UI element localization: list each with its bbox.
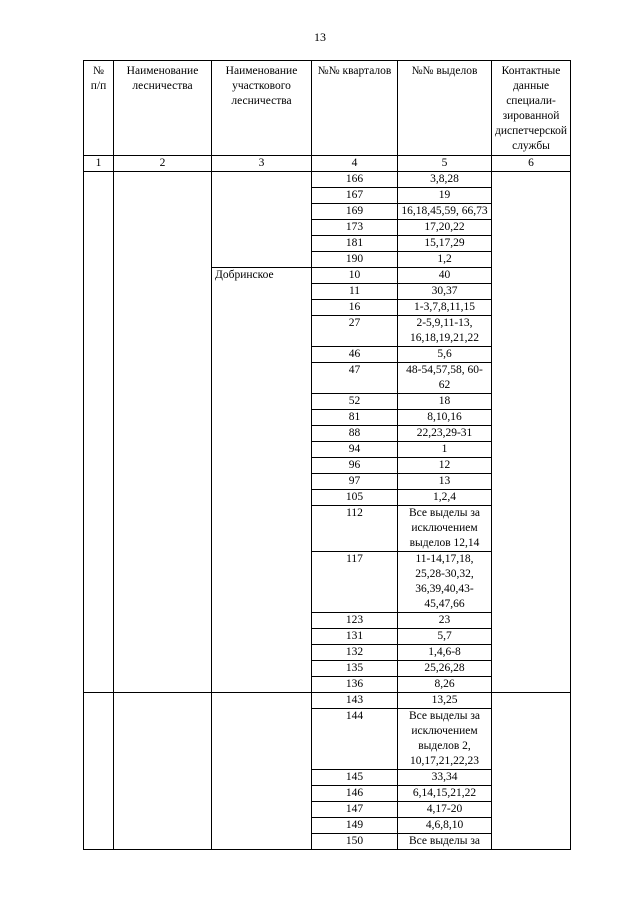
district-cell (212, 693, 312, 850)
forestry-cell (114, 172, 212, 693)
quarter-cell: 136 (312, 677, 398, 693)
quarter-cell: 112 (312, 506, 398, 552)
allotment-cell: 8,26 (398, 677, 492, 693)
allotment-cell: 17,20,22 (398, 220, 492, 236)
allotment-cell: 18 (398, 394, 492, 410)
header-cell: Контактные данные специали-зированной диспетчерской службы (492, 61, 571, 156)
header-cell: №№ кварталов (312, 61, 398, 156)
header-cell: Наименование лесничества (114, 61, 212, 156)
table-row (84, 172, 571, 188)
column-number: 3 (212, 156, 312, 172)
forestry-cell (114, 693, 212, 850)
quarter-cell: 94 (312, 442, 398, 458)
quarter-cell: 105 (312, 490, 398, 506)
allotment-cell: 19 (398, 188, 492, 204)
allotment-cell: 1,4,6-8 (398, 645, 492, 661)
quarter-cell: 143 (312, 693, 398, 709)
quarter-cell: 181 (312, 236, 398, 252)
allotment-cell: 23 (398, 613, 492, 629)
quarter-cell: 81 (312, 410, 398, 426)
quarter-cell: 146 (312, 786, 398, 802)
page-number: 13 (314, 30, 326, 44)
quarter-cell: 144 (312, 709, 398, 770)
quarter-cell: 88 (312, 426, 398, 442)
allotment-cell: 48-54,57,58, 60-62 (398, 363, 492, 394)
quarter-cell: 117 (312, 552, 398, 613)
quarter-cell: 10 (312, 268, 398, 284)
allotment-cell: 4,6,8,10 (398, 818, 492, 834)
quarter-cell: 123 (312, 613, 398, 629)
allotment-cell: 1-3,7,8,11,15 (398, 300, 492, 316)
header-row (84, 61, 571, 156)
quarter-cell: 147 (312, 802, 398, 818)
column-number: 5 (398, 156, 492, 172)
number-cell (84, 693, 114, 850)
quarter-cell: 135 (312, 661, 398, 677)
column-number: 1 (84, 156, 114, 172)
allotment-cell: 1,2,4 (398, 490, 492, 506)
header-cell: Наименование участкового лесничества (212, 61, 312, 156)
header-cell: № п/п (84, 61, 114, 156)
quarter-cell: 190 (312, 252, 398, 268)
contact-cell (492, 172, 571, 693)
allotment-cell: 25,26,28 (398, 661, 492, 677)
table-row (84, 693, 571, 709)
column-number: 2 (114, 156, 212, 172)
allotment-cell: Все выделы за исключением выделов 12,14 (398, 506, 492, 552)
header-cell: №№ выделов (398, 61, 492, 156)
quarter-cell: 11 (312, 284, 398, 300)
quarter-cell: 96 (312, 458, 398, 474)
quarter-cell: 173 (312, 220, 398, 236)
quarter-cell: 149 (312, 818, 398, 834)
forest-quarters-table (83, 60, 571, 850)
district-cell (212, 172, 312, 268)
allotment-cell: 15,17,29 (398, 236, 492, 252)
district-cell: Добринское (212, 268, 312, 693)
quarter-cell: 166 (312, 172, 398, 188)
allotment-cell: 22,23,29-31 (398, 426, 492, 442)
quarter-cell: 150 (312, 834, 398, 850)
allotment-cell: 8,10,16 (398, 410, 492, 426)
column-number-row (84, 156, 571, 172)
number-cell (84, 172, 114, 693)
contact-cell (492, 693, 571, 850)
quarter-cell: 27 (312, 316, 398, 347)
allotment-cell: 13 (398, 474, 492, 490)
quarter-cell: 131 (312, 629, 398, 645)
allotment-cell: 6,14,15,21,22 (398, 786, 492, 802)
column-number: 6 (492, 156, 571, 172)
allotment-cell: 5,6 (398, 347, 492, 363)
allotment-cell: 1,2 (398, 252, 492, 268)
quarter-cell: 132 (312, 645, 398, 661)
quarter-cell: 169 (312, 204, 398, 220)
allotment-cell: 11-14,17,18, 25,28-30,32, 36,39,40,43- 45,47,66 (398, 552, 492, 613)
allotment-cell: 30,37 (398, 284, 492, 300)
quarter-cell: 47 (312, 363, 398, 394)
allotment-cell: Все выделы за (398, 834, 492, 850)
quarter-cell: 145 (312, 770, 398, 786)
quarter-cell: 52 (312, 394, 398, 410)
allotment-cell: 33,34 (398, 770, 492, 786)
allotment-cell: 2-5,9,11-13, 16,18,19,21,22 (398, 316, 492, 347)
allotment-cell: 16,18,45,59, 66,73 (398, 204, 492, 220)
column-number: 4 (312, 156, 398, 172)
quarter-cell: 46 (312, 347, 398, 363)
allotment-cell: 1 (398, 442, 492, 458)
allotment-cell: 4,17-20 (398, 802, 492, 818)
quarter-cell: 16 (312, 300, 398, 316)
allotment-cell: 13,25 (398, 693, 492, 709)
allotment-cell: 5,7 (398, 629, 492, 645)
allotment-cell: 40 (398, 268, 492, 284)
allotment-cell: Все выделы за исключением выделов 2, 10,17,21,22,23 (398, 709, 492, 770)
allotment-cell: 3,8,28 (398, 172, 492, 188)
quarter-cell: 167 (312, 188, 398, 204)
quarter-cell: 97 (312, 474, 398, 490)
allotment-cell: 12 (398, 458, 492, 474)
